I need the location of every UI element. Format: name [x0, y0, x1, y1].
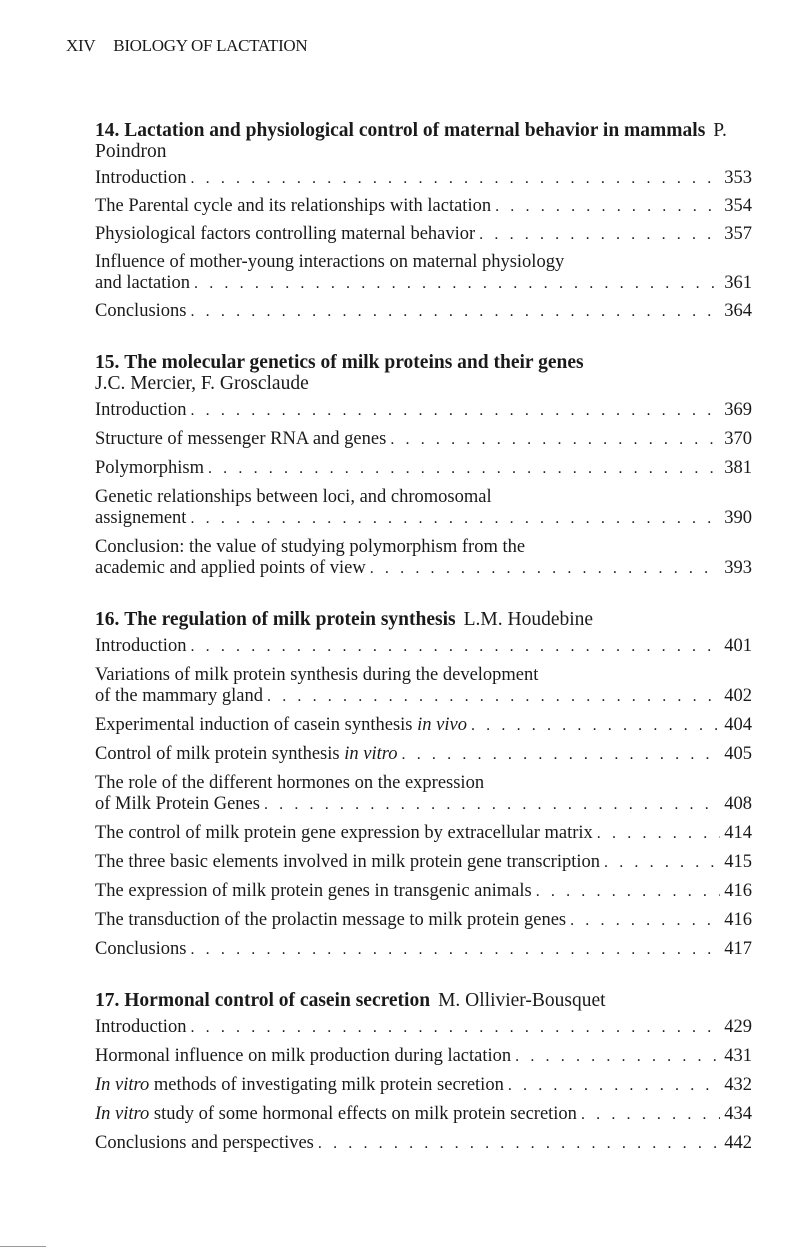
page-number: 416 — [724, 910, 752, 930]
toc-entry — [95, 1133, 752, 1154]
dot-leader — [390, 429, 720, 450]
toc-entry-text: The transduction of the prolactin message to milk protein genes — [95, 910, 567, 930]
toc-entry-line — [95, 910, 752, 931]
chapter-heading — [95, 120, 752, 162]
dot-leader — [597, 823, 720, 844]
toc-entry-text: Introduction — [95, 168, 187, 188]
toc-entry-title-continued: academic and applied points of view — [95, 558, 366, 578]
page-number: 405 — [724, 744, 752, 764]
toc-entry — [95, 910, 752, 931]
dot-leader — [471, 715, 720, 736]
running-head-title: BIOLOGY OF LACTATION — [113, 36, 308, 55]
chapter-section — [95, 352, 752, 579]
dot-leader — [508, 1075, 720, 1096]
toc-entry — [95, 1046, 752, 1067]
toc-entry-line — [95, 939, 752, 960]
toc-entry-line — [95, 168, 752, 189]
toc-entry — [95, 458, 752, 479]
toc-entry-text: Introduction — [95, 636, 187, 656]
toc-entry-line — [95, 715, 752, 736]
dot-leader — [402, 744, 721, 765]
dot-leader — [190, 400, 720, 421]
toc-entry — [95, 429, 752, 450]
dot-leader — [370, 558, 721, 579]
toc-entry — [95, 400, 752, 421]
dot-leader — [208, 458, 720, 479]
toc-entry-italic: in vivo — [417, 715, 467, 735]
toc-entry-line — [95, 458, 752, 479]
toc-entry-title — [95, 715, 467, 736]
toc-entry-italic: In vitro — [95, 1075, 150, 1095]
chapter-title: The regulation of milk protein synthesis — [124, 609, 456, 630]
toc-entry-line — [95, 1075, 752, 1096]
chapter-number: 16. — [95, 609, 120, 630]
dot-leader — [267, 686, 720, 707]
toc-entry — [95, 881, 752, 902]
toc-entry — [95, 773, 752, 815]
toc-entry-title-continued: of Milk Protein Genes — [95, 794, 260, 814]
toc-entry-line — [95, 196, 752, 217]
chapter-heading — [95, 609, 752, 630]
page-number: 432 — [724, 1075, 752, 1095]
toc-entry-line — [95, 823, 752, 844]
page-number: 381 — [724, 458, 752, 478]
page-number: 431 — [724, 1046, 752, 1066]
toc-entry-title — [95, 1017, 186, 1038]
toc-entry — [95, 1104, 752, 1125]
toc-entry — [95, 852, 752, 873]
toc-entry-text: Conclusions — [95, 301, 187, 321]
toc-entry-text: Experimental induction of casein synthesis — [95, 715, 418, 735]
toc-entry-title — [95, 429, 386, 450]
dot-leader — [581, 1104, 720, 1125]
dot-leader — [264, 794, 720, 815]
page-number: 402 — [724, 686, 752, 706]
toc-entry-line — [95, 273, 752, 294]
page-number: 353 — [724, 168, 752, 188]
chapter-authors: J.C. Mercier, F. Grosclaude — [95, 373, 309, 394]
toc-entry-line — [95, 1104, 752, 1125]
toc-entry-title — [95, 301, 186, 322]
toc-entry-line — [95, 852, 752, 873]
page-number: 401 — [724, 636, 752, 656]
page-number: 442 — [724, 1133, 752, 1153]
toc-entry-title: Variations of milk protein synthesis during the development — [95, 665, 539, 685]
toc-entry-title: The role of the different hormones on the expression — [95, 773, 485, 793]
toc-entry-title — [95, 852, 600, 873]
dot-leader — [515, 1046, 720, 1067]
page-number: 393 — [724, 558, 752, 578]
toc-entry-text: Physiological factors controlling maternal behavior — [95, 224, 476, 244]
toc-entry-title — [95, 1133, 314, 1154]
dot-leader — [570, 910, 720, 931]
toc-entry-title — [95, 1075, 504, 1096]
toc-entry-line — [95, 636, 752, 657]
toc-entry-text: Introduction — [95, 400, 187, 420]
dot-leader — [190, 636, 720, 657]
chapter-number: 14. — [95, 120, 120, 141]
chapter-title: The molecular genetics of milk proteins and their genes — [124, 352, 584, 373]
toc-entry — [95, 636, 752, 657]
toc-entry-title — [95, 744, 398, 765]
page-number: 416 — [724, 881, 752, 901]
chapter-authors: P. Poindron — [95, 120, 727, 162]
dot-leader — [536, 881, 721, 902]
chapter-authors: L.M. Houdebine — [463, 609, 594, 630]
dot-leader — [604, 852, 720, 873]
toc-entry-italic: in vitro — [344, 744, 398, 764]
toc-entry-line — [95, 400, 752, 421]
page-number: 415 — [724, 852, 752, 872]
page-number: 408 — [724, 794, 752, 814]
chapter-number: 17. — [95, 990, 120, 1011]
toc-entry-title — [95, 823, 593, 844]
dot-leader — [318, 1133, 720, 1154]
toc-entry-title — [95, 400, 186, 421]
toc-entry-text: Conclusions and perspectives — [95, 1133, 314, 1153]
dot-leader — [190, 508, 720, 529]
dot-leader — [190, 1017, 720, 1038]
toc-entry-line — [95, 1017, 752, 1038]
toc-entry — [95, 537, 752, 579]
toc-entry-title-continued: and lactation — [95, 273, 191, 293]
toc-entry — [95, 665, 752, 707]
toc-entry-title: Influence of mother-young interactions on maternal physiology — [95, 252, 565, 272]
page-number: 361 — [724, 273, 752, 293]
toc-entry-line — [95, 508, 752, 529]
toc-entry-title — [95, 458, 204, 479]
chapter-section — [95, 609, 752, 960]
toc-entry — [95, 715, 752, 736]
chapter-section — [95, 120, 752, 322]
toc-entry-text: The control of milk protein gene expression by extracellular matrix — [95, 823, 593, 843]
chapter-title: Hormonal control of casein secretion — [124, 990, 431, 1011]
dot-leader — [190, 168, 720, 189]
page-number: 404 — [724, 715, 752, 735]
page-number: 354 — [724, 196, 752, 216]
toc-entry-title — [95, 910, 566, 931]
toc-entry-line — [95, 686, 752, 707]
page-number: 390 — [724, 508, 752, 528]
chapter-title: Lactation and physiological control of maternal behavior in mammals — [124, 120, 706, 141]
dot-leader — [190, 939, 720, 960]
page-number: 357 — [724, 224, 752, 244]
toc-entry — [95, 168, 752, 189]
toc-entry — [95, 196, 752, 217]
toc-entry-text: The expression of milk protein genes in transgenic animals — [95, 881, 532, 901]
toc-entry-text: The Parental cycle and its relationships with lactation — [95, 196, 492, 216]
running-head — [66, 36, 307, 56]
page-number: 417 — [724, 939, 752, 959]
toc-entry — [95, 224, 752, 245]
toc-entry — [95, 939, 752, 960]
toc-entry — [95, 1075, 752, 1096]
toc-entry-title — [95, 224, 475, 245]
chapter-authors: M. Ollivier-Bousquet — [438, 990, 606, 1011]
toc-entry-title — [95, 168, 186, 189]
page-number: 414 — [724, 823, 752, 843]
toc-entry-text: Structure of messenger RNA and genes — [95, 429, 387, 449]
page-number: 369 — [724, 400, 752, 420]
toc-entry — [95, 744, 752, 765]
chapter-number: 15. — [95, 352, 120, 373]
toc-entry-text: methods of investigating milk protein secretion — [149, 1075, 504, 1095]
toc-entry — [95, 1017, 752, 1038]
chapter-heading — [95, 990, 752, 1011]
page-number: 429 — [724, 1017, 752, 1037]
toc-entry-line — [95, 558, 752, 579]
chapter-section — [95, 990, 752, 1154]
page-number: 364 — [724, 301, 752, 321]
toc-entry-italic: In vitro — [95, 1104, 150, 1124]
bottom-rule — [0, 1246, 46, 1247]
toc-entry-line — [95, 301, 752, 322]
dot-leader — [190, 301, 720, 322]
toc-entry-text: Introduction — [95, 1017, 187, 1037]
toc-entry-title — [95, 196, 491, 217]
toc-entry-line — [95, 1133, 752, 1154]
page-number: 370 — [724, 429, 752, 449]
toc-entry-title-continued: assignement — [95, 508, 187, 528]
toc-entry-text: Conclusions — [95, 939, 187, 959]
toc-entry-line — [95, 429, 752, 450]
dot-leader — [194, 273, 720, 294]
toc-entry — [95, 252, 752, 294]
toc-entry-line — [95, 224, 752, 245]
toc-entry-title — [95, 939, 186, 960]
toc-entry-line — [95, 881, 752, 902]
toc-entry-line — [95, 1046, 752, 1067]
toc-entry-text: Polymorphism — [95, 458, 204, 478]
toc-entry-title — [95, 1104, 577, 1125]
toc-entry-title — [95, 1046, 511, 1067]
page-folio: XIV — [66, 36, 96, 55]
toc-entry-text: The three basic elements involved in milk protein gene transcription — [95, 852, 601, 872]
table-of-contents — [95, 120, 752, 1184]
dot-leader — [479, 224, 720, 245]
toc-entry — [95, 487, 752, 529]
toc-entry-title — [95, 881, 532, 902]
toc-entry — [95, 301, 752, 322]
toc-entry-text: study of some hormonal effects on milk protein secretion — [149, 1104, 577, 1124]
toc-entry-line — [95, 794, 752, 815]
toc-entry-line — [95, 744, 752, 765]
toc-entry-title-continued: of the mammary gland — [95, 686, 263, 706]
dot-leader — [495, 196, 720, 217]
toc-entry-text: Hormonal influence on milk production during lactation — [95, 1046, 512, 1066]
toc-entry-title — [95, 636, 186, 657]
chapter-heading — [95, 352, 752, 394]
toc-entry-title: Conclusion: the value of studying polymorphism from the — [95, 537, 526, 557]
toc-entry — [95, 823, 752, 844]
toc-entry-text: Control of milk protein synthesis — [95, 744, 345, 764]
page-number: 434 — [724, 1104, 752, 1124]
toc-entry-title: Genetic relationships between loci, and chromosomal — [95, 487, 492, 507]
